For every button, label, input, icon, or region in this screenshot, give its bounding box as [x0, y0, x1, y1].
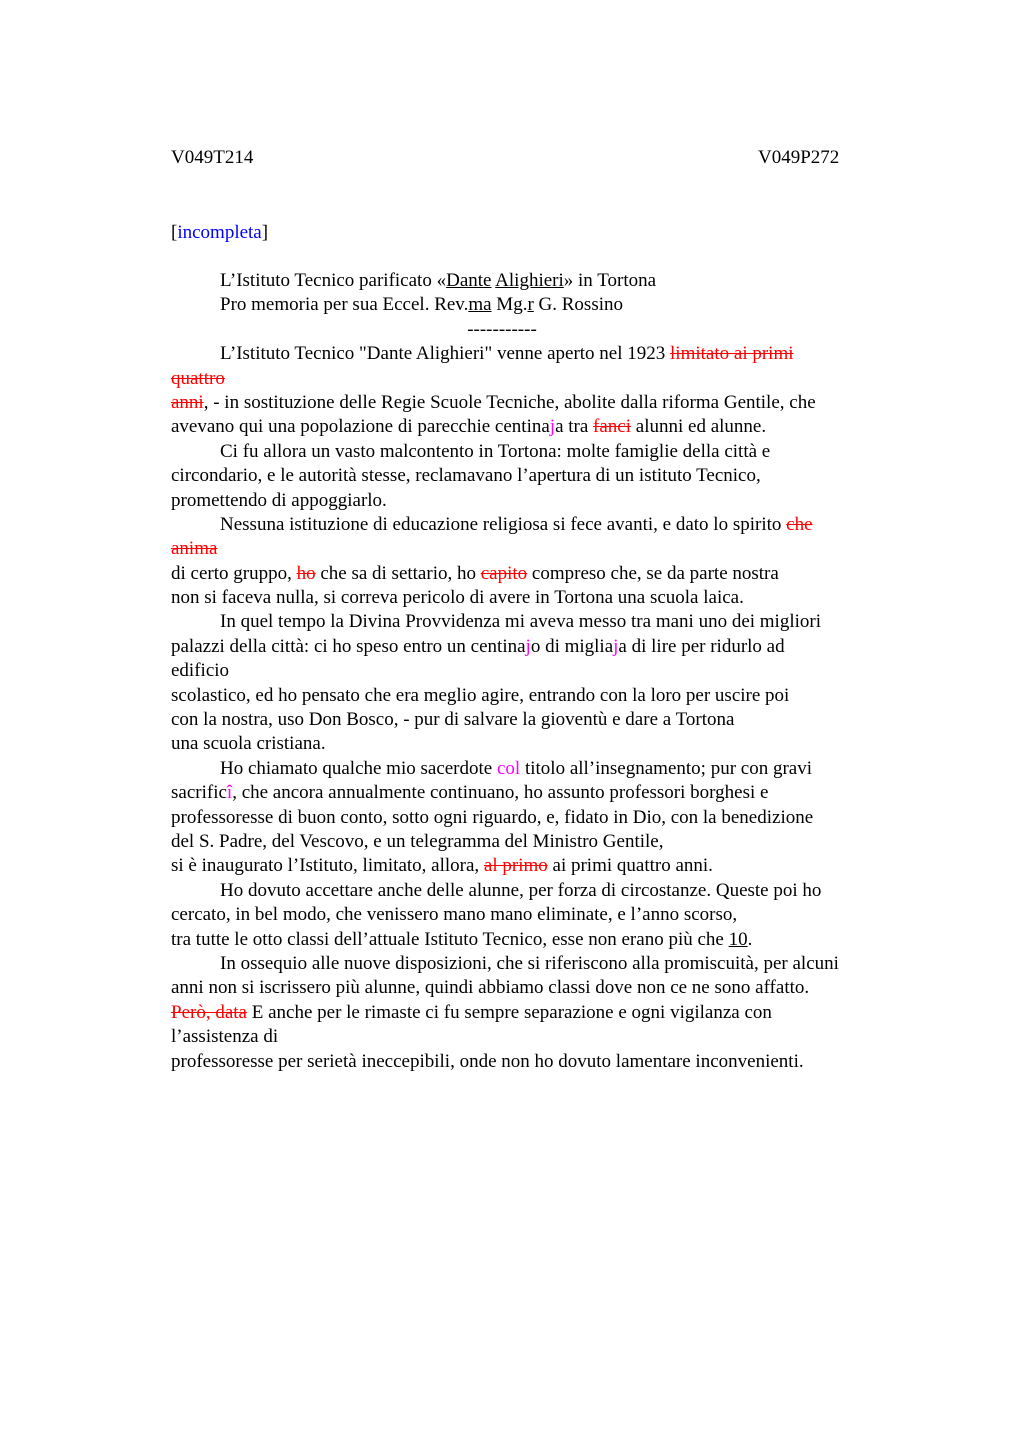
text-segment: L’Istituto Tecnico "Dante Alighieri" venne aperto nel 1923 [220, 343, 671, 365]
text-segment: ----------- [467, 318, 537, 340]
text-segment: o di miglia [530, 635, 614, 657]
text-segment: professoresse per serietà ineccepibili, onde non ho dovuto lamentare inconvenienti. [171, 1050, 804, 1072]
text-segment: del S. Padre, del Vescovo, e un telegramma del Ministro Gentile, [171, 830, 664, 852]
deleted-text: fanci [593, 416, 632, 438]
text-segment: che sa di settario, ho [315, 562, 481, 584]
text-segment: Ho chiamato qualche mio sacerdote [220, 757, 497, 779]
text-segment: professoresse di buon conto, sotto ogni riguardo, e, fidato in Dio, con la benedizione [171, 806, 814, 828]
text-line [171, 391, 911, 415]
text-line [171, 1050, 911, 1074]
deleted-text: ho [296, 562, 316, 584]
text-line [171, 684, 911, 708]
text-line [171, 464, 911, 488]
text-segment: non si faceva nulla, si correva pericolo di avere in Tortona una scuola laica. [171, 587, 744, 609]
text-line [171, 854, 911, 878]
text-line [171, 513, 911, 537]
text-segment: con la nostra, uso Don Bosco, - pur di salvare la gioventù e dare a Tortona [171, 709, 735, 731]
text-segment: , che ancora annualmente continuano, ho assunto professori borghesi e [232, 782, 769, 804]
text-segment: una scuola cristiana. [171, 733, 326, 755]
text-segment: si è inaugurato l’Istituto, limitato, allora, [171, 855, 484, 877]
text-line [171, 830, 911, 854]
underlined-text: r [527, 294, 534, 316]
underlined-text: Dante [446, 270, 492, 291]
text-line [171, 342, 911, 366]
deleted-text: quattro [171, 367, 225, 389]
text-segment: circondario, e le autorità stesse, reclamavano l’apertura di un istituto Tecnico, [171, 465, 761, 487]
text-segment: In ossequio alle nuove disposizioni, che si riferiscono alla promiscuità, per alcuni [220, 952, 839, 974]
text-segment: compreso che, se da parte nostra [527, 562, 779, 584]
inserted-text: j [613, 635, 619, 657]
text-segment: avevano qui una popolazione di parecchie centina [171, 416, 550, 438]
inserted-text: j [549, 416, 556, 438]
text-line [171, 318, 833, 342]
text-segment: anni non si iscrissero più alunne, quindi abbiamo classi dove non ce ne sono affatto. [171, 977, 810, 999]
text-segment: cercato, in bel modo, che venissero mano mano eliminate, e l’anno scorso, [171, 904, 738, 926]
text-segment: a tra [555, 416, 594, 438]
document-body [171, 269, 911, 1074]
text-line [171, 610, 911, 634]
text-line [171, 757, 911, 781]
text-line [171, 781, 911, 805]
inserted-text: col [496, 757, 521, 779]
volume-code-left: V049T214 [171, 147, 254, 168]
text-segment: scolastico, ed ho pensato che era meglio agire, entrando con la loro per uscire poi [171, 684, 790, 706]
text-line [171, 952, 911, 976]
text-segment: edificio [171, 660, 230, 682]
text-segment: G. Rossino [533, 294, 623, 316]
underlined-text: 10 [728, 928, 748, 950]
text-line [171, 806, 911, 830]
text-segment: E anche per le rimaste ci fu sempre separazione e ogni vigilanza con [246, 1001, 772, 1023]
deleted-text: che [786, 513, 813, 535]
text-segment: l’assistenza di [171, 1026, 279, 1048]
text-line [171, 293, 911, 317]
text-line [171, 659, 911, 683]
text-line [171, 732, 911, 756]
text-segment: Ho dovuto accettare anche delle alunne, per forza di circostanze. Queste poi ho [220, 879, 822, 901]
status-bracket-open: [ [171, 222, 178, 243]
text-line [171, 635, 911, 659]
text-segment: Ci fu allora un vasto malcontento in Tortona: molte famiglie della città e [220, 440, 771, 462]
deleted-text: limitato ai primi [670, 343, 794, 365]
status-label: incompleta [177, 222, 262, 243]
text-line [171, 489, 911, 513]
text-line [171, 586, 911, 610]
text-line [171, 1025, 911, 1049]
text-line [171, 269, 911, 293]
status-bracket-close: ] [261, 222, 269, 243]
text-line [171, 708, 911, 732]
text-segment: sacrific [171, 782, 227, 804]
text-segment: In quel tempo la Divina Provvidenza mi aveva messo tra mani uno dei migliori [220, 611, 821, 633]
text-segment: promettendo di appoggiarlo. [171, 489, 387, 511]
text-segment: Pro memoria per sua Eccel. Rev. [220, 294, 469, 316]
deleted-text: anni [171, 391, 204, 413]
inserted-text: j [525, 635, 531, 657]
text-segment: di certo gruppo, [171, 562, 297, 584]
underlined-text: ma [468, 294, 492, 316]
volume-code-right: V049P272 [758, 147, 840, 168]
text-segment: titolo all’insegnamento; pur con gravi [520, 757, 812, 779]
text-line [171, 1001, 911, 1025]
text-segment: ai primi quattro anni. [547, 855, 713, 877]
text-segment: . [747, 928, 753, 950]
deleted-text: Però, data [171, 1001, 247, 1023]
text-line [171, 537, 911, 561]
text-line [171, 879, 911, 903]
text-segment: Nessuna istituzione di educazione religiosa si fece avanti, e dato lo spirito [220, 513, 787, 535]
text-segment: Mg. [491, 294, 528, 316]
text-segment: » in Tortona [563, 270, 657, 291]
text-segment: a di lire per ridurlo ad [618, 635, 785, 657]
text-line [171, 367, 911, 391]
text-segment: L’Istituto Tecnico parificato « [220, 270, 447, 291]
deleted-text: anima [171, 538, 218, 560]
text-segment: alunni ed alunne. [631, 416, 767, 438]
text-line [171, 562, 911, 586]
text-line [171, 928, 911, 952]
deleted-text: capito [480, 562, 528, 584]
text-line [171, 415, 911, 439]
underlined-text: Alighieri [495, 270, 564, 291]
text-line [171, 976, 911, 1000]
inserted-text: î [226, 782, 233, 804]
deleted-text: al primo [483, 855, 548, 877]
text-line [171, 440, 911, 464]
text-segment: , - in sostituzione delle Regie Scuole Tecniche, abolite dalla riforma Gentile, che [203, 391, 816, 413]
text-line [171, 903, 911, 927]
status-note [171, 221, 268, 245]
text-segment: tra tutte le otto classi dell’attuale Istituto Tecnico, esse non erano più che [171, 928, 729, 950]
text-segment: palazzi della città: ci ho speso entro un centina [171, 635, 526, 657]
